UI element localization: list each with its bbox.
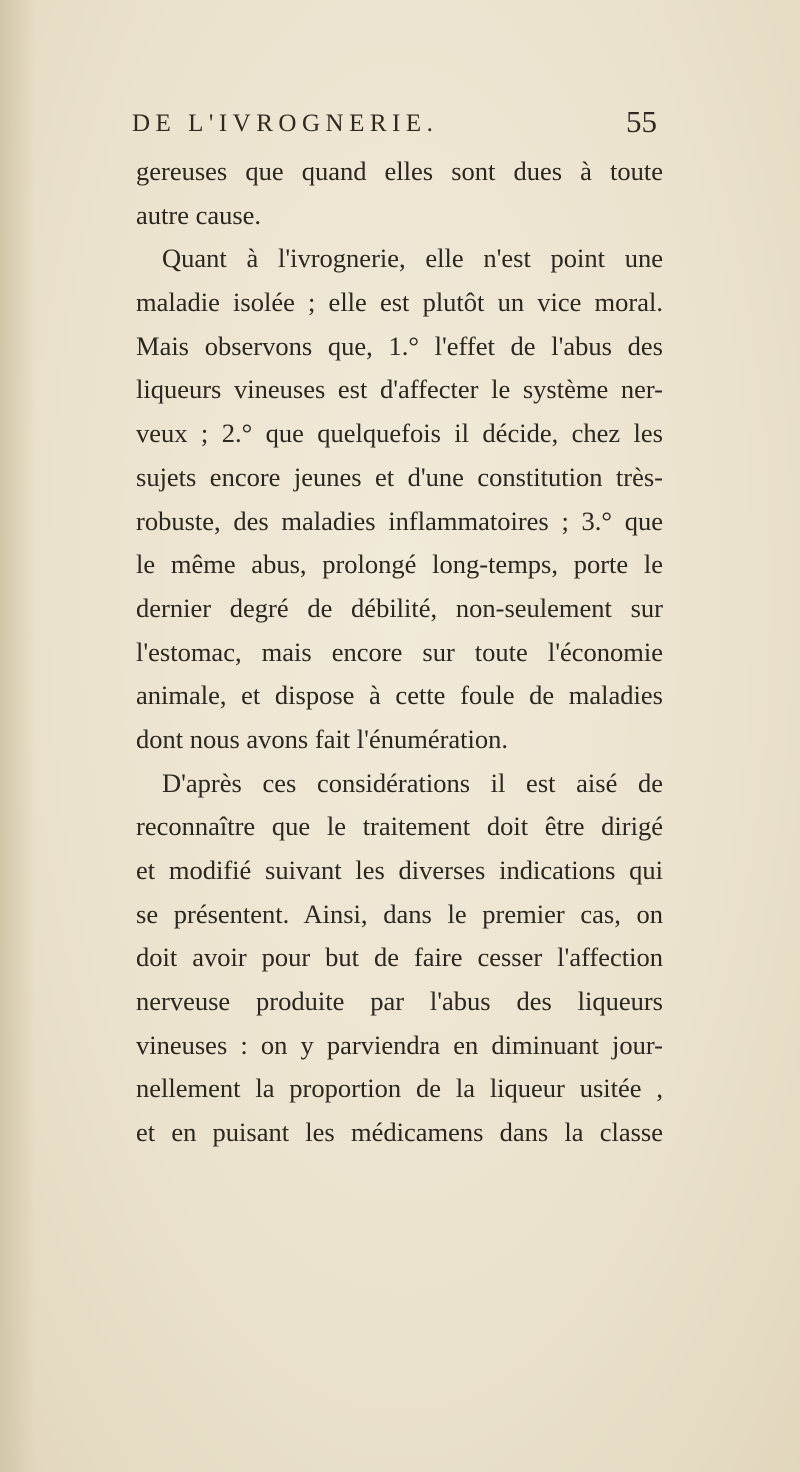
- text-line: Mais observons que, 1.° l'effet de l'abus des: [136, 330, 663, 361]
- text-line: sujets encore jeunes et d'une constitution très-: [136, 461, 663, 492]
- text-line: dernier degré de débilité, non-seulement sur: [136, 592, 663, 623]
- text-line: nerveuse produite par l'abus des liqueurs: [136, 986, 663, 1017]
- running-head: [132, 104, 657, 144]
- running-title: DE L'IVROGNERIE.: [132, 110, 439, 137]
- text-line: nellement la proportion de la liqueur usitée ,: [136, 1073, 663, 1104]
- text-line: le même abus, prolongé long-temps, porte le: [136, 549, 663, 580]
- text-line: veux ; 2.° que quelquefois il décide, chez les: [136, 418, 663, 449]
- text-line: robuste, des maladies inflammatoires ; 3.° que: [136, 505, 663, 536]
- text-line: l'estomac, mais encore sur toute l'économie: [136, 636, 663, 667]
- text-line: autre cause.: [136, 199, 262, 230]
- text-line: vineuses : on y parviendra en diminuant jour-: [136, 1029, 663, 1060]
- page-number: 55: [626, 104, 657, 139]
- text-line: et modifié suivant les diverses indications qui: [136, 855, 663, 885]
- text-line: doit avoir pour but de faire cesser l'affection: [136, 942, 663, 973]
- text-line: gereuses que quand elles sont dues à toute: [136, 156, 663, 186]
- paragraph-start-line: D'après ces considérations il est aisé de: [162, 767, 663, 798]
- body-text: [136, 150, 663, 1155]
- text-line: dont nous avons fait l'énumération.: [136, 723, 509, 754]
- text-line: et en puisant les médicamens dans la classe: [136, 1117, 663, 1148]
- text-line: se présentent. Ainsi, dans le premier cas, on: [136, 898, 663, 929]
- text-line: animale, et dispose à cette foule de maladies: [136, 680, 663, 711]
- paragraph-start-line: Quant à l'ivrognerie, elle n'est point une: [162, 243, 663, 274]
- text-line: liqueurs vineuses est d'affecter le système ner-: [136, 374, 663, 405]
- page-edge-shadow: [0, 0, 36, 1472]
- text-line: maladie isolée ; elle est plutôt un vice moral.: [136, 287, 663, 318]
- text-line: reconnaître que le traitement doit être dirigé: [136, 811, 663, 842]
